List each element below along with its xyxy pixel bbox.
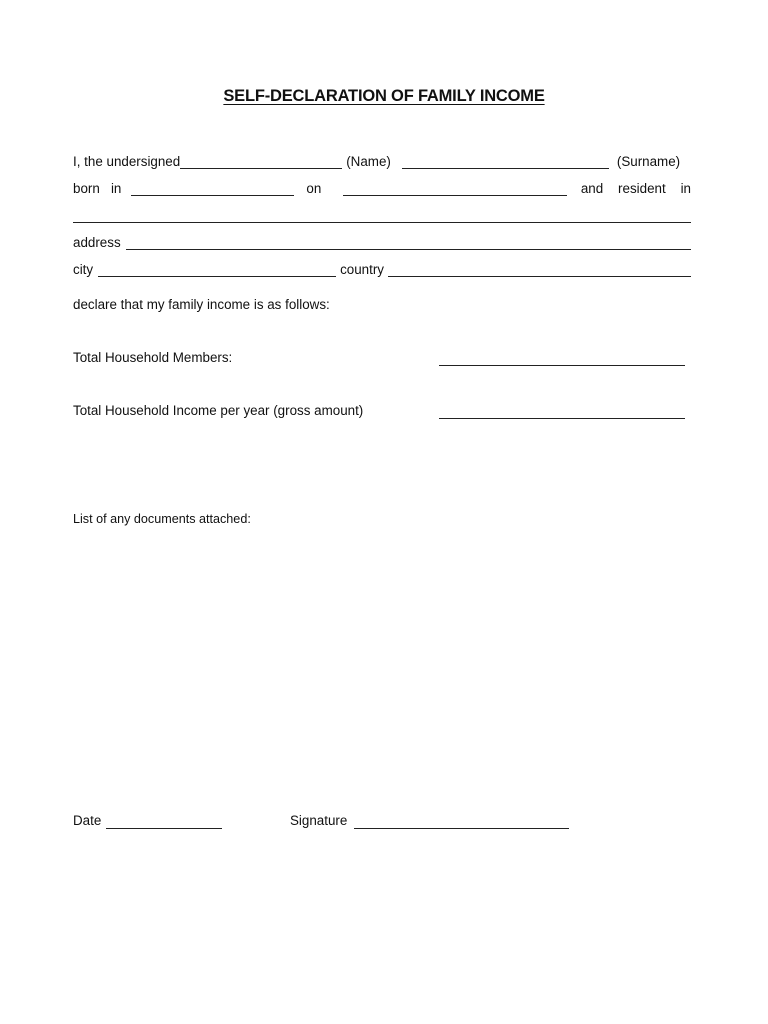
address-field[interactable] xyxy=(126,236,691,250)
documents-label: List of any documents attached: xyxy=(73,512,251,526)
residence-field[interactable] xyxy=(73,209,691,223)
city-field[interactable] xyxy=(98,263,336,277)
name-field[interactable] xyxy=(180,155,342,169)
birthplace-field[interactable] xyxy=(131,182,294,196)
undersigned-label: I, the undersigned xyxy=(73,154,181,169)
undersigned-row xyxy=(73,153,691,171)
surname-field[interactable] xyxy=(402,155,609,169)
date-field[interactable] xyxy=(106,827,222,829)
residence-row xyxy=(73,207,691,225)
resident-in-label: and resident in xyxy=(580,181,691,196)
household-income-field[interactable] xyxy=(439,417,685,419)
household-income-label: Total Household Income per year (gross amount) xyxy=(73,403,364,418)
address-row xyxy=(73,234,691,252)
signature-label: Signature xyxy=(290,813,348,828)
born-in-label: born in xyxy=(73,181,122,196)
country-label: country xyxy=(340,262,385,277)
birth-row xyxy=(73,180,691,198)
name-label: (Name) xyxy=(346,154,391,169)
declare-text: declare that my family income is as follows: xyxy=(73,297,330,312)
on-label: on xyxy=(306,181,322,196)
document-title: SELF-DECLARATION OF FAMILY INCOME xyxy=(223,87,545,105)
surname-label: (Surname) xyxy=(616,154,681,169)
city-label: city xyxy=(73,262,94,277)
country-field[interactable] xyxy=(388,263,691,277)
birthdate-field[interactable] xyxy=(343,182,567,196)
household-members-label: Total Household Members: xyxy=(73,350,233,365)
date-label: Date xyxy=(73,813,102,828)
address-label: address xyxy=(73,235,121,250)
city-country-row xyxy=(73,261,691,279)
household-members-field[interactable] xyxy=(439,364,685,366)
signature-field[interactable] xyxy=(354,827,569,829)
